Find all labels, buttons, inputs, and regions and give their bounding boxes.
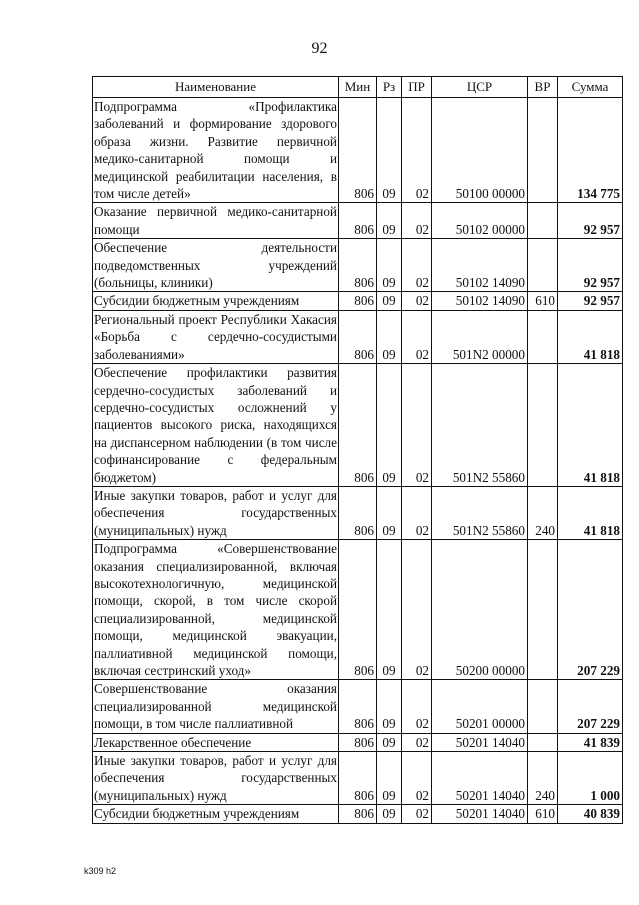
row-pr: 02 xyxy=(402,680,432,733)
header-name: Наименование xyxy=(93,77,339,98)
row-min: 806 xyxy=(339,310,377,363)
page-number: 92 xyxy=(311,40,328,57)
row-rz: 09 xyxy=(377,733,402,751)
row-vr: 610 xyxy=(528,805,558,823)
table-row xyxy=(93,540,623,680)
table-row xyxy=(93,805,623,823)
row-csr: 50102 14090 xyxy=(432,292,528,310)
row-csr: 50200 00000 xyxy=(432,540,528,680)
row-pr: 02 xyxy=(402,239,432,292)
table-row xyxy=(93,292,623,310)
row-pr: 02 xyxy=(402,752,432,805)
row-pr: 02 xyxy=(402,98,432,203)
row-pr: 02 xyxy=(402,805,432,823)
row-vr xyxy=(528,98,558,203)
row-min: 806 xyxy=(339,540,377,680)
row-min: 806 xyxy=(339,805,377,823)
row-csr: 501N2 00000 xyxy=(432,310,528,363)
row-name: Региональный проект Республики Хакасия «Борьба с сердечно-сосудистыми заболеваниями» xyxy=(94,311,337,362)
row-name: Лекарственное обеспечение xyxy=(93,733,339,751)
row-sum: 41 839 xyxy=(558,733,623,751)
row-sum: 207 229 xyxy=(558,680,623,733)
table-row xyxy=(93,310,623,363)
row-min: 806 xyxy=(339,364,377,487)
row-sum: 1 000 xyxy=(558,752,623,805)
row-vr xyxy=(528,680,558,733)
row-pr: 02 xyxy=(402,364,432,487)
row-rz: 09 xyxy=(377,486,402,539)
row-vr: 240 xyxy=(528,486,558,539)
row-name: Обеспечение профилактики развития сердечно-сосудистых заболеваний и сердечно-сосудистых осложнений у пациентов высокого риска, находящихся на диспансерном наблюдении (в том числе софинансирование с федеральным бюджетом) xyxy=(94,365,337,485)
row-vr xyxy=(528,364,558,487)
row-vr: 240 xyxy=(528,752,558,805)
table-header-row xyxy=(93,77,623,98)
row-sum: 92 957 xyxy=(558,203,623,239)
row-name: Субсидии бюджетным учреждениям xyxy=(93,805,339,823)
row-sum: 41 818 xyxy=(558,310,623,363)
row-vr xyxy=(528,540,558,680)
table-row xyxy=(93,364,623,487)
row-vr xyxy=(528,203,558,239)
row-name: Иные закупки товаров, работ и услуг для обеспечения государственных (муниципальных) нужд xyxy=(94,487,337,538)
header-pr: ПР xyxy=(402,77,432,98)
row-pr: 02 xyxy=(402,486,432,539)
row-rz: 09 xyxy=(377,540,402,680)
table-row xyxy=(93,239,623,292)
row-csr: 501N2 55860 xyxy=(432,486,528,539)
row-sum: 41 818 xyxy=(558,364,623,487)
row-min: 806 xyxy=(339,203,377,239)
row-vr xyxy=(528,733,558,751)
row-name: Субсидии бюджетным учреждениям xyxy=(93,292,339,310)
row-rz: 09 xyxy=(377,98,402,203)
table-row xyxy=(93,752,623,805)
row-vr xyxy=(528,239,558,292)
row-rz: 09 xyxy=(377,752,402,805)
row-name: Иные закупки товаров, работ и услуг для обеспечения государственных (муниципальных) нужд xyxy=(94,753,337,803)
row-pr: 02 xyxy=(402,733,432,751)
table-row xyxy=(93,680,623,733)
row-pr: 02 xyxy=(402,292,432,310)
row-csr: 50201 14040 xyxy=(432,805,528,823)
row-rz: 09 xyxy=(377,239,402,292)
row-rz: 09 xyxy=(377,364,402,487)
row-min: 806 xyxy=(339,486,377,539)
header-vr: ВР xyxy=(528,77,558,98)
row-sum: 207 229 xyxy=(558,540,623,680)
row-rz: 09 xyxy=(377,203,402,239)
row-rz: 09 xyxy=(377,805,402,823)
row-csr: 50102 00000 xyxy=(432,203,528,239)
row-sum: 134 775 xyxy=(558,98,623,203)
row-csr: 50100 00000 xyxy=(432,98,528,203)
row-min: 806 xyxy=(339,680,377,733)
row-csr: 50201 14040 xyxy=(432,752,528,805)
row-csr: 50201 00000 xyxy=(432,680,528,733)
table-row xyxy=(93,98,623,203)
budget-table xyxy=(92,76,623,824)
row-min: 806 xyxy=(339,239,377,292)
table-row xyxy=(93,733,623,751)
row-sum: 41 818 xyxy=(558,486,623,539)
table-row xyxy=(93,203,623,239)
row-min: 806 xyxy=(339,733,377,751)
row-csr: 50201 14040 xyxy=(432,733,528,751)
row-csr: 50102 14090 xyxy=(432,239,528,292)
header-min: Мин xyxy=(339,77,377,98)
row-pr: 02 xyxy=(402,540,432,680)
row-min: 806 xyxy=(339,98,377,203)
row-name: Оказание первичной медико-санитарной помощи xyxy=(94,204,337,237)
row-vr: 610 xyxy=(528,292,558,310)
row-pr: 02 xyxy=(402,310,432,363)
table-row xyxy=(93,486,623,539)
row-csr: 501N2 55860 xyxy=(432,364,528,487)
header-rz: Рз xyxy=(377,77,402,98)
row-sum: 92 957 xyxy=(558,239,623,292)
row-vr xyxy=(528,310,558,363)
row-sum: 40 839 xyxy=(558,805,623,823)
row-rz: 09 xyxy=(377,310,402,363)
row-sum: 92 957 xyxy=(558,292,623,310)
row-name: Подпрограмма «Профилактика заболеваний и формирование здорового образа жизни. Развитие первичной медико-санитарной помощи и медицинской реабилитации населения, в том числе детей» xyxy=(94,99,337,202)
row-rz: 09 xyxy=(377,680,402,733)
header-sum: Сумма xyxy=(558,77,623,98)
row-name: Совершенствование оказания специализированной медицинской помощи, в том числе паллиативной xyxy=(94,681,337,732)
row-min: 806 xyxy=(339,752,377,805)
row-min: 806 xyxy=(339,292,377,310)
header-csr: ЦСР xyxy=(432,77,528,98)
row-pr: 02 xyxy=(402,203,432,239)
row-name: Обеспечение деятельности подведомственных учреждений (больницы, клиники) xyxy=(94,240,337,291)
footer-code: k309 h2 xyxy=(84,866,117,876)
row-name: Подпрограмма «Совершенствование оказания специализированной, включая высокотехнологичную, медицинской помощи, скорой, в том числе скорой специализированной, медицинской помощи, медицинской эвакуации, паллиативной медицинской помощи, включая сестринский уход» xyxy=(94,541,337,678)
row-rz: 09 xyxy=(377,292,402,310)
